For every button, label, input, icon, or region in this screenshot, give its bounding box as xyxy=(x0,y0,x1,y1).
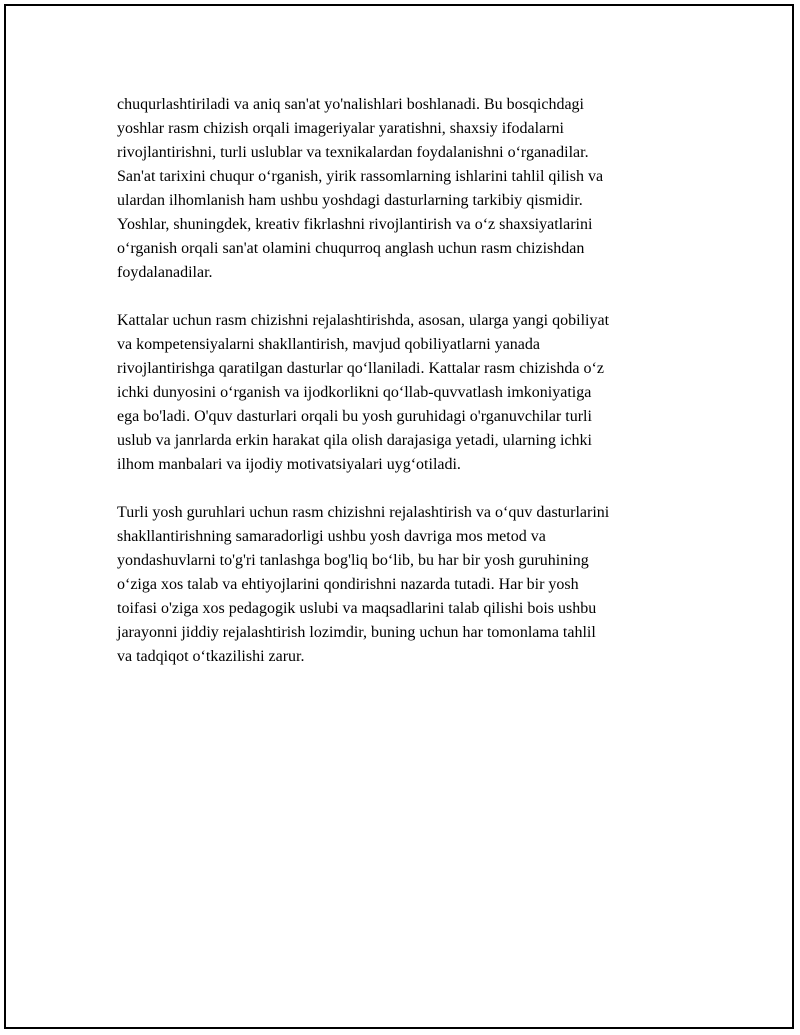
text-line: o‘rganish orqali san'at olamini chuqurroq anglash uchun rasm chizishdan xyxy=(117,240,585,257)
paragraph-3 xyxy=(117,501,697,669)
text-line: ulardan ilhomlanish ham ushbu yoshdagi dasturlarning tarkibiy qismidir. xyxy=(117,192,583,209)
text-line: San'at tarixini chuqur o‘rganish, yirik rassomlarning ishlarini tahlil qilish va xyxy=(117,168,604,185)
text-line: va kompetensiyalarni shakllantirish, mavjud qobiliyatlarni yanada xyxy=(117,336,540,353)
text-line: ilhom manbalari va ijodiy motivatsiyalari uyg‘otiladi. xyxy=(117,456,461,473)
paragraph-2 xyxy=(117,309,697,477)
text-line: chuqurlashtiriladi va aniq san'at yo'nalishlari boshlanadi. Bu bosqichdagi xyxy=(117,96,584,113)
text-line: ega bo'ladi. O'quv dasturlari orqali bu yosh guruhidagi o'rganuvchilar turli xyxy=(117,408,592,425)
text-line: shakllantirishning samaradorligi ushbu yosh davriga mos metod va xyxy=(117,528,546,545)
text-line: ichki dunyosini o‘rganish va ijodkorlikni qo‘llab-quvvatlash imkoniyatiga xyxy=(117,384,592,401)
text-line: Kattalar uchun rasm chizishni rejalashtirishda, asosan, ularga yangi qobiliyat xyxy=(117,312,610,329)
document-body xyxy=(117,93,697,693)
text-line: yondashuvlarni to'g'ri tanlashga bog'liq bo‘lib, bu har bir yosh guruhining xyxy=(117,552,589,569)
text-line: foydalanadilar. xyxy=(117,264,213,281)
text-line: rivojlantirishni, turli uslublar va texnikalardan foydalanishni o‘rganadilar. xyxy=(117,144,589,161)
text-line: va tadqiqot o‘tkazilishi zarur. xyxy=(117,648,305,665)
paragraph-1 xyxy=(117,93,697,285)
text-line: jarayonni jiddiy rejalashtirish lozimdir, buning uchun har tomonlama tahlil xyxy=(117,624,596,641)
text-line: o‘ziga xos talab va ehtiyojlarini qondirishni nazarda tutadi. Har bir yosh xyxy=(117,576,579,593)
text-line: rivojlantirishga qaratilgan dasturlar qo‘llaniladi. Kattalar rasm chizishda o‘z xyxy=(117,360,604,377)
text-line: uslub va janrlarda erkin harakat qila olish darajasiga yetadi, ularning ichki xyxy=(117,432,592,449)
text-line: Yoshlar, shuningdek, kreativ fikrlashni rivojlantirish va o‘z shaxsiyatlarini xyxy=(117,216,593,233)
text-line: Turli yosh guruhlari uchun rasm chizishni rejalashtirish va o‘quv dasturlarini xyxy=(117,504,610,521)
text-line: toifasi o'ziga xos pedagogik uslubi va maqsadlarini talab qilishi bois ushbu xyxy=(117,600,597,617)
text-line: yoshlar rasm chizish orqali imageriyalar yaratishni, shaxsiy ifodalarni xyxy=(117,120,564,137)
